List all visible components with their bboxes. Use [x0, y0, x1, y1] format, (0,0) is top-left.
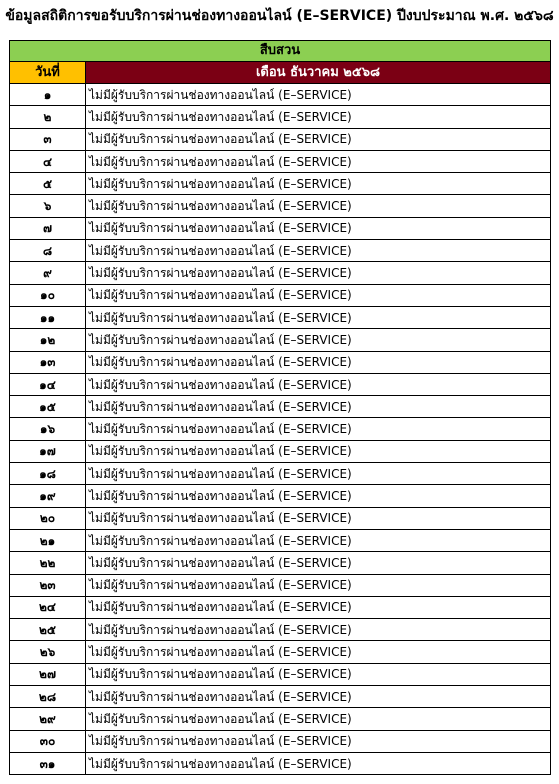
table-row — [10, 150, 551, 172]
status-cell: ไม่มีผู้รับบริการผ่านช่องทางออนไลน์ (E–SERVICE) — [86, 284, 551, 306]
status-cell: ไม่มีผู้รับบริการผ่านช่องทางออนไลน์ (E–SERVICE) — [86, 173, 551, 195]
table-row — [10, 686, 551, 708]
table-row — [10, 262, 551, 284]
day-cell: ๑๒ — [10, 329, 86, 351]
section-header-row — [10, 41, 551, 62]
day-cell: ๑๑ — [10, 306, 86, 328]
table-row — [10, 440, 551, 462]
status-cell: ไม่มีผู้รับบริการผ่านช่องทางออนไลน์ (E–SERVICE) — [86, 663, 551, 685]
status-cell: ไม่มีผู้รับบริการผ่านช่องทางออนไลน์ (E–SERVICE) — [86, 106, 551, 128]
table-row — [10, 84, 551, 106]
table-row — [10, 195, 551, 217]
day-cell: ๒๒ — [10, 552, 86, 574]
day-cell: ๑๐ — [10, 284, 86, 306]
status-cell: ไม่มีผู้รับบริการผ่านช่องทางออนไลน์ (E–SERVICE) — [86, 262, 551, 284]
day-cell: ๑๓ — [10, 351, 86, 373]
table-row — [10, 752, 551, 774]
day-cell: ๒๑ — [10, 529, 86, 551]
day-cell: ๒๘ — [10, 686, 86, 708]
status-cell: ไม่มีผู้รับบริการผ่านช่องทางออนไลน์ (E–SERVICE) — [86, 596, 551, 618]
day-cell: ๑๘ — [10, 463, 86, 485]
table-row — [10, 663, 551, 685]
table-row — [10, 619, 551, 641]
status-cell: ไม่มีผู้รับบริการผ่านช่องทางออนไลน์ (E–SERVICE) — [86, 329, 551, 351]
day-cell: ๙ — [10, 262, 86, 284]
status-cell: ไม่มีผู้รับบริการผ่านช่องทางออนไลน์ (E–SERVICE) — [86, 708, 551, 730]
table-row — [10, 418, 551, 440]
day-cell: ๖ — [10, 195, 86, 217]
service-stats-table — [9, 40, 551, 775]
status-cell: ไม่มีผู้รับบริการผ่านช่องทางออนไลน์ (E–SERVICE) — [86, 730, 551, 752]
status-cell: ไม่มีผู้รับบริการผ่านช่องทางออนไลน์ (E–SERVICE) — [86, 574, 551, 596]
day-cell: ๓ — [10, 128, 86, 150]
day-cell: ๘ — [10, 240, 86, 262]
status-cell: ไม่มีผู้รับบริการผ่านช่องทางออนไลน์ (E–SERVICE) — [86, 619, 551, 641]
status-cell: ไม่มีผู้รับบริการผ่านช่องทางออนไลน์ (E–SERVICE) — [86, 150, 551, 172]
day-cell: ๓๑ — [10, 752, 86, 774]
day-cell: ๔ — [10, 150, 86, 172]
table-row — [10, 351, 551, 373]
day-cell: ๑๕ — [10, 396, 86, 418]
table-row — [10, 574, 551, 596]
day-cell: ๑๙ — [10, 485, 86, 507]
column-header-row — [10, 62, 551, 84]
table-row — [10, 329, 551, 351]
day-cell: ๒๔ — [10, 596, 86, 618]
page-title: ข้อมูลสถิติการขอรับบริการผ่านช่องทางออนไลน์ (E–SERVICE) ปีงบประมาณ พ.ศ. ๒๕๖๘ — [5, 8, 554, 24]
table-row — [10, 552, 551, 574]
status-cell: ไม่มีผู้รับบริการผ่านช่องทางออนไลน์ (E–SERVICE) — [86, 84, 551, 106]
status-cell: ไม่มีผู้รับบริการผ่านช่องทางออนไลน์ (E–SERVICE) — [86, 306, 551, 328]
day-cell: ๗ — [10, 217, 86, 239]
status-cell: ไม่มีผู้รับบริการผ่านช่องทางออนไลน์ (E–SERVICE) — [86, 217, 551, 239]
day-cell: ๒๗ — [10, 663, 86, 685]
table-row — [10, 730, 551, 752]
day-cell: ๑๖ — [10, 418, 86, 440]
status-cell: ไม่มีผู้รับบริการผ่านช่องทางออนไลน์ (E–SERVICE) — [86, 351, 551, 373]
status-cell: ไม่มีผู้รับบริการผ่านช่องทางออนไลน์ (E–SERVICE) — [86, 485, 551, 507]
day-cell: ๒๓ — [10, 574, 86, 596]
table-row — [10, 641, 551, 663]
day-cell: ๒๙ — [10, 708, 86, 730]
status-cell: ไม่มีผู้รับบริการผ่านช่องทางออนไลน์ (E–SERVICE) — [86, 529, 551, 551]
status-cell: ไม่มีผู้รับบริการผ่านช่องทางออนไลน์ (E–SERVICE) — [86, 418, 551, 440]
section-header: สืบสวน — [10, 41, 551, 62]
status-cell: ไม่มีผู้รับบริการผ่านช่องทางออนไลน์ (E–SERVICE) — [86, 128, 551, 150]
status-cell: ไม่มีผู้รับบริการผ่านช่องทางออนไลน์ (E–SERVICE) — [86, 641, 551, 663]
status-cell: ไม่มีผู้รับบริการผ่านช่องทางออนไลน์ (E–SERVICE) — [86, 686, 551, 708]
table-row — [10, 217, 551, 239]
table-row — [10, 708, 551, 730]
month-column-header: เดือน ธันวาคม ๒๕๖๘ — [86, 62, 551, 84]
status-cell: ไม่มีผู้รับบริการผ่านช่องทางออนไลน์ (E–SERVICE) — [86, 396, 551, 418]
day-cell: ๑ — [10, 84, 86, 106]
table-row — [10, 373, 551, 395]
table-row — [10, 240, 551, 262]
table-row — [10, 596, 551, 618]
day-cell: ๒๐ — [10, 507, 86, 529]
status-cell: ไม่มีผู้รับบริการผ่านช่องทางออนไลน์ (E–SERVICE) — [86, 552, 551, 574]
table-row — [10, 396, 551, 418]
status-cell: ไม่มีผู้รับบริการผ่านช่องทางออนไลน์ (E–SERVICE) — [86, 752, 551, 774]
table-row — [10, 106, 551, 128]
day-cell: ๕ — [10, 173, 86, 195]
day-cell: ๒ — [10, 106, 86, 128]
day-cell: ๑๔ — [10, 373, 86, 395]
day-cell: ๒๖ — [10, 641, 86, 663]
status-cell: ไม่มีผู้รับบริการผ่านช่องทางออนไลน์ (E–SERVICE) — [86, 195, 551, 217]
table-row — [10, 507, 551, 529]
day-cell: ๒๕ — [10, 619, 86, 641]
table-row — [10, 128, 551, 150]
table-row — [10, 306, 551, 328]
table-row — [10, 463, 551, 485]
table-row — [10, 284, 551, 306]
table-row — [10, 485, 551, 507]
table-row — [10, 173, 551, 195]
status-cell: ไม่มีผู้รับบริการผ่านช่องทางออนไลน์ (E–SERVICE) — [86, 373, 551, 395]
day-column-header: วันที่ — [10, 62, 86, 84]
status-cell: ไม่มีผู้รับบริการผ่านช่องทางออนไลน์ (E–SERVICE) — [86, 240, 551, 262]
day-cell: ๑๗ — [10, 440, 86, 462]
status-cell: ไม่มีผู้รับบริการผ่านช่องทางออนไลน์ (E–SERVICE) — [86, 440, 551, 462]
status-cell: ไม่มีผู้รับบริการผ่านช่องทางออนไลน์ (E–SERVICE) — [86, 463, 551, 485]
table-row — [10, 529, 551, 551]
status-cell: ไม่มีผู้รับบริการผ่านช่องทางออนไลน์ (E–SERVICE) — [86, 507, 551, 529]
day-cell: ๓๐ — [10, 730, 86, 752]
